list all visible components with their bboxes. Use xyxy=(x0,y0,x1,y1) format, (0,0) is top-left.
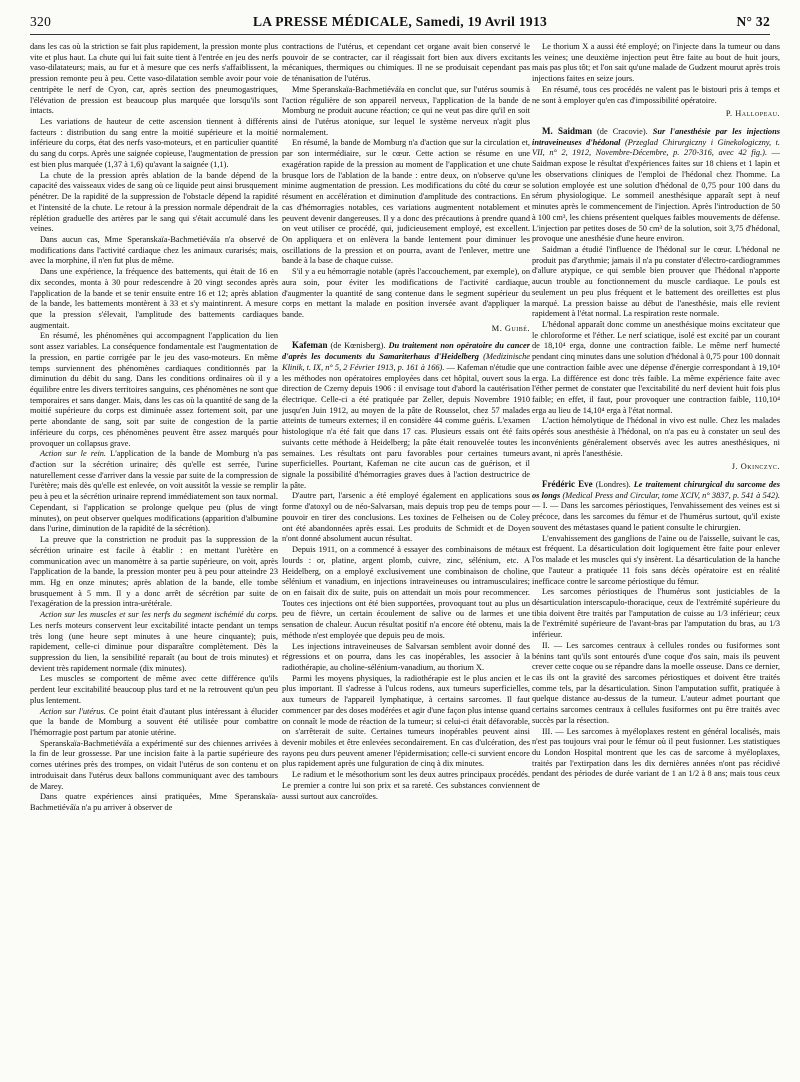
article-author: Kafeman xyxy=(292,340,328,351)
paragraph: Dans quatre expériences ainsi pratiquées, Mme Speranskaïa-Bachmetiéváïa n'a pu arriver à observer de xyxy=(30,792,278,813)
article-reference: (Medizinische Klinik, t. IX, n° 5, 2 Février 1913, p. 161 à 166). xyxy=(282,352,530,372)
section-heading: Action sur l'utérus. xyxy=(40,706,106,716)
section-heading: Action sur le rein. xyxy=(40,449,107,459)
paragraph: Les sarcomes périostiques de l'humérus sont justiciables de la désarticulation interscapulo-thoracique, ceux de l'extrémité supérieure du tibia doivent être traités par l'amputation de cuisse au 1/3 inférieur; ceux de l'extrémité supérieure de l'avant-bras par l'amputation du bras, au 1/3 inférieur. xyxy=(532,587,780,640)
page-number: 320 xyxy=(30,14,52,29)
column-2 xyxy=(282,42,530,1072)
paragraph: L'action hémolytique de l'hédonal in vivo est nulle. Chez les malades opérés sous anesthésie à l'hédonal, on n'a pas eu à constater un seul des inconvénients généralement observés avec les autres anesthésiques, ni avant, ni après l'anesthésie. xyxy=(532,416,780,458)
paragraph-text: Ce point était d'autant plus intéressant à élucider que la bande de Momburg a souvent été utilisée pour combattre l'hémorragie post partum par atonie utérine. xyxy=(30,706,278,737)
paragraph xyxy=(30,707,278,739)
article-title: Le traitement chirurgical du sarcome des os longs xyxy=(532,480,780,500)
article-body: — Saidman expose le résultat d'expériences faites sur 18 chiens et 1 lapin et les observations cliniques de l'emploi de l'hédonal chez l'homme. La solution employée est une solution d'hédonal de 0,75 pour 100 dans du sérum physiologique. Le sommeil anesthésique apparaît sept à neuf minutes après le commencement de l'injection. Après l'introduction de 50 à 100 cm³, les chiens présentent quelques faibles mouvements de défense. L'injection par petites doses de 50 cm³ de la solution, soit 3,75 d'hédonal, provoque une anesthésie d'une heure environ. xyxy=(532,148,780,244)
paragraph: Mme Speranskaïa-Bachmetiéváïa en conclut que, sur l'utérus soumis à l'action régulière de son appareil nerveux, l'application de la bande de Momburg ne produit aucune réaction; ce qui ne veut pas dire qu'il en soit ainsi de l'utérus atonique, sur lequel le système nerveux n'agit plus normalement. xyxy=(282,84,530,137)
paragraph: Parmi les moyens physiques, la radiothérapie est le plus ancien et le plus important. Il s'adresse à l'ulcus rodens, aux tumeurs superficielles, aux tumeurs de l'appareil lymphatique, à certains sarcomes. Il faut commencer par des doses modérées et agir d'une façon plus intense quand on connaît le mode de réaction de la tumeur; si celui-ci était défavorable, on s'arrêterait de suite. Certaines tumeurs inopérables peuvent ainsi devenir mobiles et être enlevées secondairement. En cas d'ulcération, des rayons peu durs peuvent amener l'épidermisation; celle-ci survient encore plus rapidement après une fulguration de cinq à dix minutes. xyxy=(282,673,530,769)
paragraph: II. — Les sarcomes centraux à cellules rondes ou fusiformes sont bénins tant qu'ils sont entourés d'une coque d'os sain, mais ils peuvent crever cette coque ou se répandre dans la moelle osseuse. Dans ce dernier, cas ils ont la gravité des sarcomes périostiques et doivent être traités comme tels, par la désarticulation. Sinon l'amputation suffit, pratiquée à quelque distance au-dessus de la tumeur. L'auteur admet pourtant que certains sarcomes centraux à cellules fusiformes ont pu être traités avec succès par la résection. xyxy=(532,640,780,725)
paragraph: S'il y a eu hémorragie notable (après l'accouchement, par exemple), on aura soin, pour éviter les modifications de l'activité cardiaque, d'augmenter la quantité de sang contenue dans le segment supérieur du corps en mettant la malade en position inversée avant d'appliquer la bande. xyxy=(282,267,530,319)
paragraph: Dans aucun cas, Mme Speranskaïa-Bachmetiéváïa n'a observé de modifications dans l'activité cardiaque chez les animaux curarisés; mais, avec la morphine, il n'en fut plus de même. xyxy=(30,234,278,266)
article-body: — Kafeman n'étudie que les méthodes non opératoires employées dans cet hôpital, ouvert sous la direction de Czerny depuis 1906 : il envisage tout d'abord la cautérisation électrique. Celle-ci a été pratiquée par Zeller, depuis Novembre 1910 jusqu'en Juin 1912, au moyen de la pâte de Rousselot, chez 57 malades atteints de tumeurs externes; il en considère 44 comme guéris. L'examen histologique n'a été fait que dans 17 cas. Plusieurs essais ont été faits suivants cette méthode à Heidelberg; la pâte était renouvelée toutes les semaines. Les résultats ont paru favorables pour certaines tumeurs superficielles. Pourtant, Kafeman ne cite aucun cas de guérison, et il signale la possibilité d'hémorragies graves dues à l'action destructrice de la pâte. xyxy=(282,362,530,490)
paragraph: contractions de l'utérus, et cependant cet organe avait bien conservé le pouvoir de se contracter, car il réagissait fort bien aux divers excitants mécaniques, thermiques ou chimiques. Il ne se produisait cependant pas de ténanisation de l'utérus. xyxy=(282,42,530,84)
paragraph: Speranskaïa-Bachmetiéváïa a expérimenté sur des chiennes arrivées à la fin de leur grossesse. Par une incision faite à la partie supérieure des cornes utérines près des trompes, on vidait l'utérus de son contenu et on introduisait dans l'utérus deux ballons communiquant avec des tambours de Marey. xyxy=(30,738,278,791)
paragraph: Le thorium X a aussi été employé; on l'injecte dans la tumeur ou dans les veines; une deuxième injection peut être faite au bout de huit jours, mais pas plus tôt; et l'on sait qu'une malade de Gudzent mourut après trois injections faites en seize jours. xyxy=(532,42,780,84)
paragraph: Le radium et le mésothorium sont les deux autres principaux procédés. Le premier a contre lui son prix et sa rareté. Ces substances conviennent aussi surtout aux cancroïdes. xyxy=(282,770,530,801)
author-signature: J. Okinczyc. xyxy=(731,462,780,472)
article-place: (de Kœnisberg). xyxy=(327,341,389,351)
author-signature: P. Hallopeau. xyxy=(725,109,780,119)
paragraph: L'envahissement des ganglions de l'aine ou de l'aisselle, suivant le cas, est fréquent. La désarticulation doit logiquement être faite pour enlever l'os malade et les muscles qui s'y insèrent. La désarticulation de la hanche que l'auteur a pratiquée 11 fois sans décès opératoire est en réalité inefficace contre le sarcome périostique du fémur. xyxy=(532,533,780,586)
article-abstract xyxy=(532,126,780,245)
paragraph-text: L'application de la bande de Momburg n'a pas d'action sur la sécrétion urinaire; dès qu'elle est serrée, l'urine naturellement cesse d'arriver dans la vessie par suite de la compression de l'urètère; mais dès qu'elle est enlevée, on voit aussitôt la vessie se remplir peu à peu et la sécrétion urinaire reprend immédiatement son taux normal. Cependant, si l'application se prolonge quelque peu (plus de vingt minutes), on peut observer quelques modifications (apparition d'albumine dans l'urine, diminution de la rapidité de la sécrétion). xyxy=(30,449,278,534)
article-place: (Londres). xyxy=(592,480,634,490)
article-abstract xyxy=(282,340,530,491)
issue-number: N° 32 xyxy=(736,14,770,29)
article-reference: (Medical Press and Circular, tome XCIV, n° 3837, p. 541 à 542). xyxy=(560,490,780,500)
paragraph: La preuve que la constriction ne produit pas la suppression de la sécrétion urinaire est facile à établir : en mettant l'urètère en communication avec un manomètre à sa partie supérieure, on voit, après l'application de la bande, la pression monter peu à peu pour atteindre 23 mm. Hg en onze minutes; après ablation de la bande, elle tombe brusquement à 5 mm. Il y a donc arrêt de sécrétion par suite de l'exagération de la pression intra-urétérale. xyxy=(30,535,278,609)
paragraph: En résumé, tous ces procédés ne valent pas le bistouri pris à temps et ne sont à employer qu'en cas d'impossibilité opératoire. xyxy=(532,84,780,105)
journal-title: LA PRESSE MÉDICALE, Samedi, 19 Avril 1913 xyxy=(252,14,548,29)
paragraph: En résumé, les phénomènes qui accompagnent l'application du lien sont assez variables. La conséquence fondamentale est l'augmentation de la pression, en partie corrigée par le jeu des vaso-moteurs. En même temps surviennent des phénomènes cardiaques conditionnés par la diminution du débit du sang. Dans les conditions ordinaires où il y a équilibre entre les divers territoires sanguins, ces phénomènes ne sont que temporaires et sans danger. Mais, dans les cas où la quantité de sang de la moitié supérieure du corps est diminuée assez fortement soit, par une perte abondante de sang, soit par suite de congestion de la partie inférieure du corps, ces phénomènes peuvent être assez marqués pour provoquer un collapsus grave. xyxy=(30,331,278,448)
paragraph: La chute de la pression après ablation de la bande dépend de la capacité des vaisseaux vides de sang où ce liquide peut ainsi brusquement pénétrer. De la rapidité de la suppression de l'obstacle dépend la rapidité et l'intensité de la chute. Le retour à la pression normale dépendrait de la réplétion graduelle des artères par le sang qui s'était accumulé dans les veines. xyxy=(30,170,278,234)
section-heading: Action sur les muscles et sur les nerfs du segment ischémié du corps. xyxy=(40,610,278,620)
article-title: Sur l'anesthésie par les injections intraveineuses d'hédonal xyxy=(532,127,780,147)
column-3 xyxy=(532,42,780,1072)
column-1 xyxy=(30,42,278,1072)
paragraph xyxy=(30,610,278,674)
article-abstract xyxy=(532,479,780,534)
paragraph: Les muscles se comportent de même avec cette différence qu'ils perdent leur excitabilité beaucoup plus tard et ne la retrouvent qu'un peu plus lentement. xyxy=(30,674,278,705)
paragraph: L'hédonal apparaît donc comme un anesthésique moins excitateur que le chloroforme et l'éther. Le nerf sciatique, isolé est excité par un courant de 18,10⁴ erga, donne une contraction faible. Le même nerf humecté pendant cinq minutes dans une solution d'hédonal à 0,75 pour 100 donnait une contraction faible avec une dépense d'énergie correspondant à 19,10⁴ erga. La différence est donc très faible. La même expérience faite avec l'éther permet de constater que l'excitabilité du nerf devient huit fois plus faible; en effet, il faut, pour provoquer une contraction faible, 110,10⁴ erga au lieu de 14,10⁴ erga à l'état normal. xyxy=(532,319,780,415)
paragraph xyxy=(30,449,278,535)
paragraph: Depuis 1911, on a commencé à essayer des combinaisons de métaux lourds : or, platine, argent plomb, cuivre, zinc, sélénium, etc. A Heidelberg, on a employé exclusivement une combinaison de choline, sélénium et vanadium, en injections intraveineuses ou intramusculaires; on en faisait dix de suite, puis on attendait un mois pour recommencer. Toutes ces injections ont été bien supportées, provoquant tout au plus un peu de fièvre, un certain écoulement de salive ou de larmes et une sensation de chaleur. Aucun résultat positif n'a encore été obtenu, mais la méthode n'est employée que depuis peu de mois. xyxy=(282,545,530,640)
paragraph: III. — Les sarcomes à myéloplaxes restent en général localisés, mais n'est pas toujours vrai pour le fémur où il peut fusionner. Les statistiques du London Hospital montrent que les cas de sarcome à myéloplaxes, traités par l'extirpation dans les dix dernières années n'ont pas récidivé pendant des périodes de durée variant de 1 an 1/2 à 8 ans; mais tous ceux de xyxy=(532,726,780,790)
paragraph: dans les cas où la striction se fait plus rapidement, la pression monte plus vite et plus haut. La chute qui lui fait suite tient à l'entrée en jeu des nerfs vaso-dilatateurs; mais, au fur et à mesure que ces nerfs s'affaiblissent, la pression remonte peu à peu. Cette vaso-dilatation semble avoir pour voie centripète le nerf de Cyon, car, après section des pneumogastriques, l'élévation de pression est beaucoup plus marquée que lorsqu'ils sont intacts. xyxy=(30,42,278,116)
paragraph: Les injections intraveineuses de Salvarsan semblent avoir donné des régressions et on pourra, dans les cas inopérables, les associer à la radiothérapie, au choline-sélénium-vanadium, au thorium X. xyxy=(282,641,530,672)
paragraph: En résumé, la bande de Momburg n'a d'action que sur la circulation et, par son intermédiaire, sur le cœur. Cette action se résume en une exagération rapide de la pression au moment de l'application et une chute brusque lors de l'ablation de la bande : entre deux, on n'observe qu'une minime augmentation de pression. Les modifications du côté du cœur se résument en accélération et diminution d'amplitude des contractions. En cas d'hémorragies notables, ces variations augmentent notablement et peuvent devenir dangereuses. Il y a donc des précautions à prendre quand on veut utiliser ce procédé, qui, judicieusement employé, est excellent. On appliquera et on enlèvera la bande lentement pour diminuer les oscillations de la pression et on pourra, avant de l'enlever, mettre une bande à la base de chaque cuisse. xyxy=(282,138,530,266)
author-signature: M. Guibé. xyxy=(491,323,530,333)
article-author: M. Saidman xyxy=(542,126,592,137)
paragraph-text: Les nerfs moteurs conservent leur excitabilité intacte pendant un temps très long (une heure sept minutes à une heure cinquante); puis, rapidement, celle-ci diminue pour disparaître complètement. Dès la suppression du lien, la sensibilité reparaît (au bout de trois minutes) et devient très rapidement normale (dix minutes). xyxy=(30,620,278,673)
article-place: (de Cracovie). xyxy=(591,127,653,137)
paragraph: Les variations de hauteur de cette ascension tiennent à différents facteurs : distribution du sang entre la moitié supérieure et la moitié inférieure du corps, état des nerfs vaso-moteurs, et en particulier quantité du sang du corps. Après une saignée copieuse, l'augmentation de pression est bien plus marquée (1,37 à 1,6) qu'avant la saignée (1,1). xyxy=(30,117,278,169)
paragraph: Dans une expérience, la fréquence des battements, qui était de 16 en dix secondes, monta à 30 pour redescendre à 20 vingt secondes après l'application de la bande et se tenir ensuite entre 16 et 12; après ablation de la bande, les battements montèrent à 33 et s'y maintinrent. A mesure que la pression s'élevait, l'amplitude des battements cardiaques augmentait. xyxy=(30,267,278,330)
article-body: — I. — Dans les sarcomes périostiques, l'envahissement des veines est si précoce, dans les sarcomes du fémur et de l'humérus surtout, qu'il existe souvent des métastases quand le patient consulte le chirurgien. xyxy=(532,501,780,532)
paragraph: Saidman a étudié l'influence de l'hédonal sur le cœur. L'hédonal ne produit pas d'arythmie; jamais il n'a pu constater d'électro-cardiogrammes d'allure atypique, ce qui semble bien prouver que l'hédonal n'apporte aucun trouble au fonctionnement du muscle cardiaque. Le pouls est seulement un peu plus fréquent et le battement des oreillettes est plus marqué. La pression baisse au début de l'anesthésie, mais elle revient rapidement à l'état normal. La respiration reste normale. xyxy=(532,244,780,319)
page-header xyxy=(30,14,770,35)
article-title: Du traitement non opératoire du cancer d'après les documents du Samariterhaus d'Heidelberg xyxy=(282,341,530,362)
article-reference: (Przeglad Chirurgiczny i Ginekologiczny, t. VII, n° 2, 1912, Novembre-Décembre, p. 270-316, avec 42 fig.). xyxy=(532,137,780,158)
paragraph: D'autre part, l'arsenic a été employé également en applications sous forme d'atoxyl ou de néo-Salvarsan, mais depuis trop peu de temps pour pouvoir en tirer des conclusions. Les toxines de Felheisen ou de Coley ont été abandonnées après essai. Les produits de Schmidt et de Doyen n'ont donné absolument aucun résultat. xyxy=(282,491,530,544)
article-author: Frédéric Eve xyxy=(542,479,593,490)
